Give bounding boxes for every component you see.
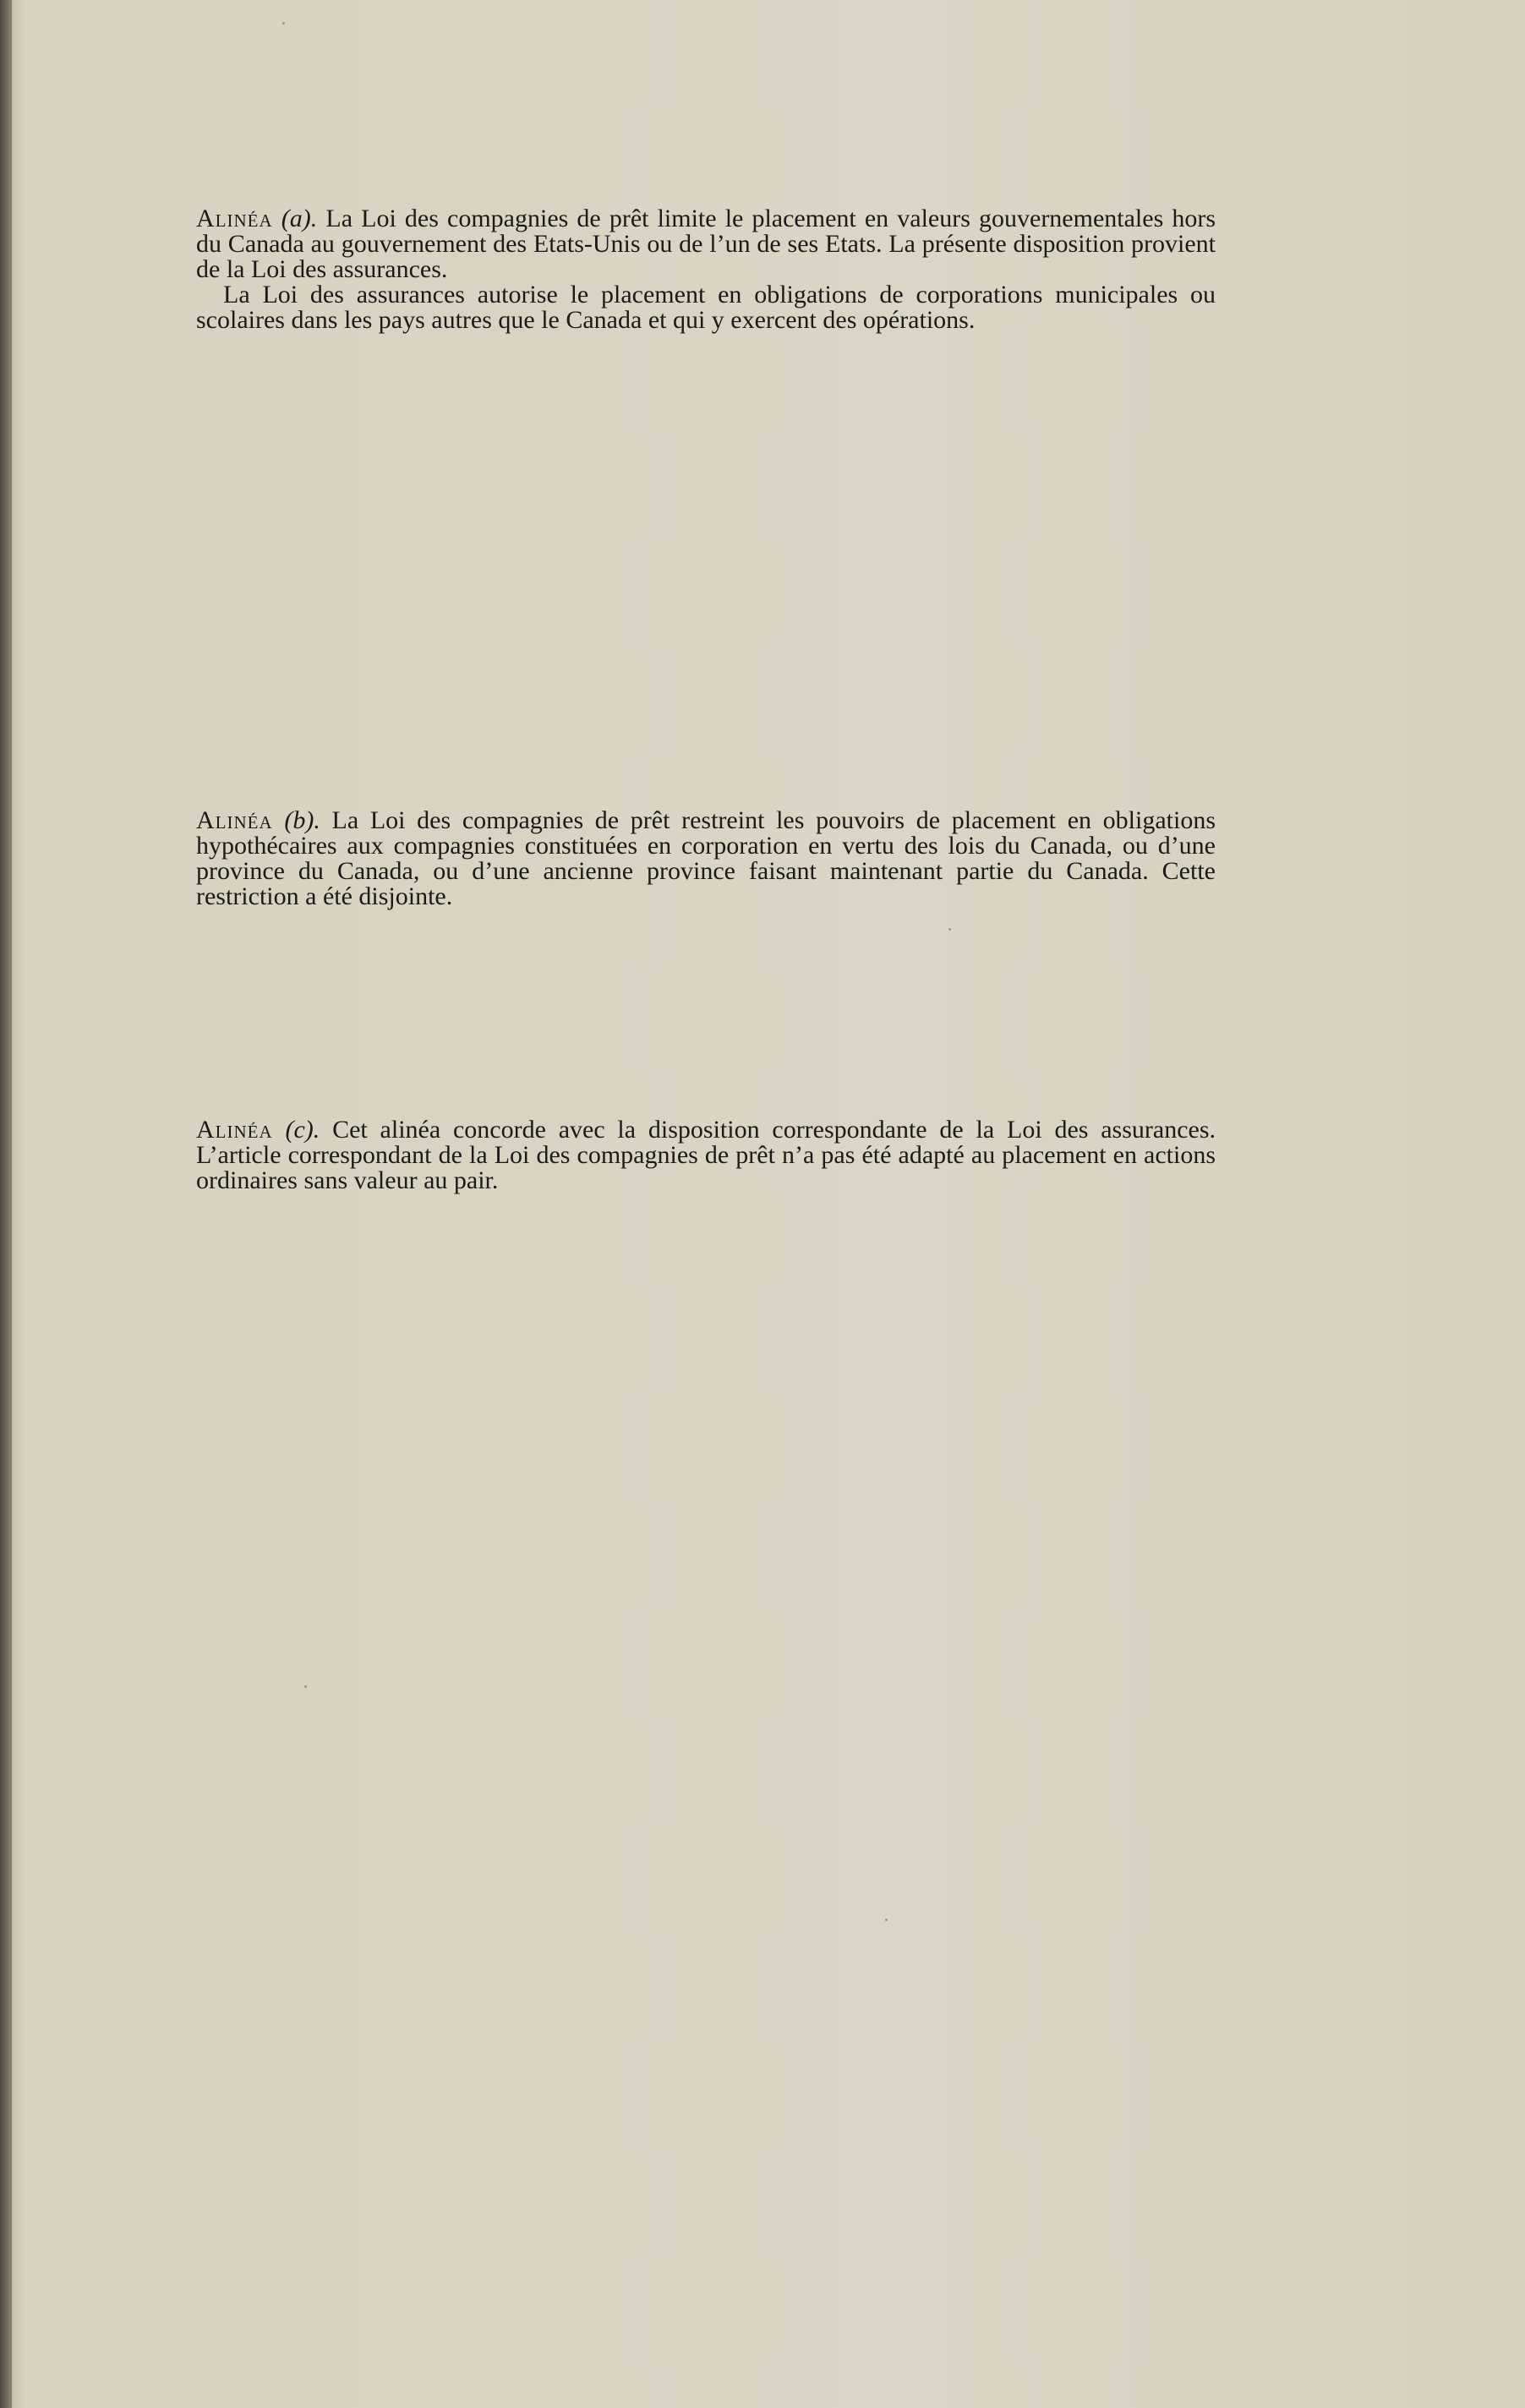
section-c-letter: (c). [285, 1116, 320, 1144]
paper-speck [948, 928, 951, 931]
section-a-text-1: La Loi des compagnies de prêt limite le placement en valeurs gouvernementales hors du Canada au gouvernement des Etats-Unis ou de l’un de ses Etats. La présente disposition provient de la Loi des assurances. [196, 205, 1216, 283]
section-b-heading: Alinéa [196, 806, 273, 834]
section-b [196, 808, 1216, 909]
paper-speck [282, 22, 285, 25]
paper-speck [885, 1919, 888, 1921]
book-spine-edge [0, 0, 12, 2408]
section-a [196, 206, 1216, 333]
section-a-paragraph-1 [196, 206, 1216, 282]
section-c-heading: Alinéa [196, 1116, 273, 1144]
section-b-text-1: La Loi des compagnies de prêt restreint les pouvoirs de placement en obligations hypothécaires aux compagnies constituées en corporation en vertu des lois du Canada, ou d’une province du Canada, ou d’une ancienne province faisant maintenant partie du Canada. Cette restriction a été disjointe. [196, 806, 1216, 910]
section-b-paragraph-1 [196, 808, 1216, 909]
section-c-text-1: Cet alinéa concorde avec la disposition correspondante de la Loi des assurances. L’article correspondant de la Loi des compagnies de prêt n’a pas été adapté au placement en actions ordinaires sans valeur au pair. [196, 1116, 1216, 1194]
section-a-paragraph-2: La Loi des assurances autorise le placement en obligations de corporations municipales ou scolaires dans les pays autres que le Canada et qui y exercent des opérations. [196, 281, 1216, 334]
section-b-letter: (b). [284, 806, 320, 834]
section-c-paragraph-1 [196, 1117, 1216, 1193]
section-a-letter: (a). [281, 205, 318, 232]
section-a-heading: Alinéa [196, 205, 273, 232]
paper-speck [304, 1685, 307, 1688]
section-c [196, 1117, 1216, 1193]
